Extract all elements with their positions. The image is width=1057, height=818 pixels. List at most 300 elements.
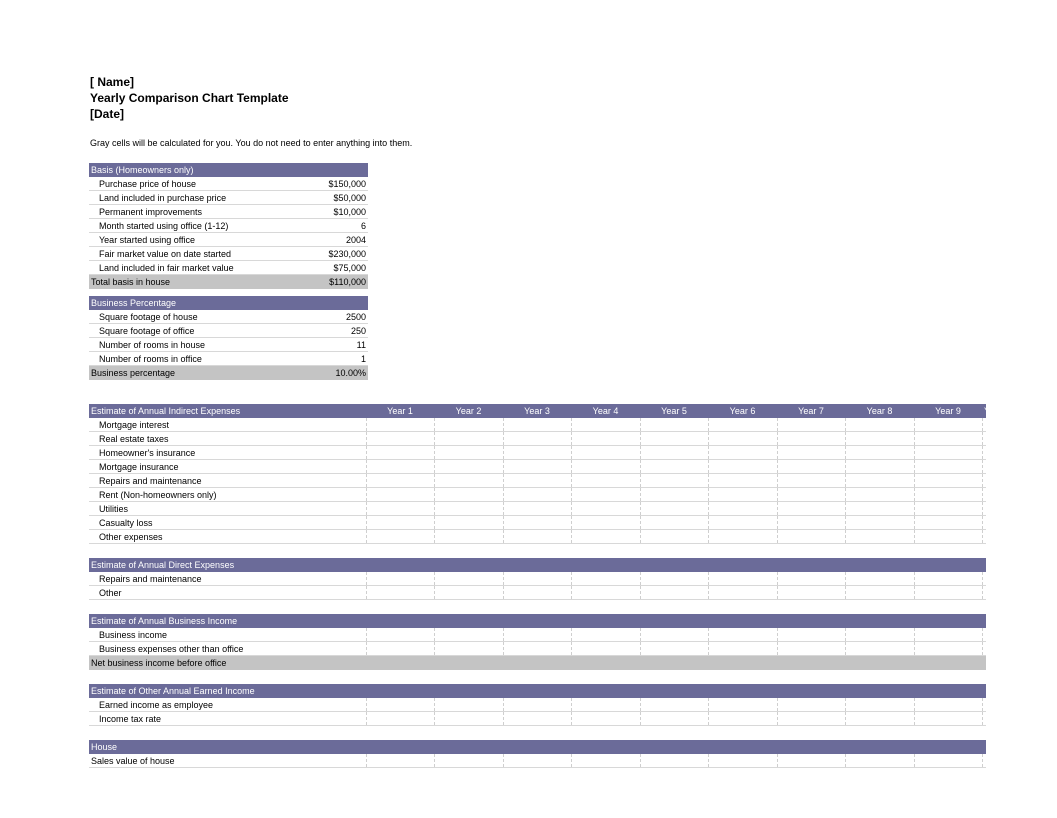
input-cell[interactable] <box>982 516 986 530</box>
table-row <box>89 586 986 600</box>
input-cell[interactable] <box>982 488 986 502</box>
year-header <box>571 684 640 698</box>
input-cell[interactable] <box>777 530 845 544</box>
input-cell[interactable] <box>571 698 640 712</box>
row-label: Land included in purchase price <box>89 191 304 205</box>
table-row <box>89 460 986 474</box>
input-cell[interactable] <box>914 460 982 474</box>
input-cell[interactable] <box>914 432 982 446</box>
input-cell[interactable] <box>777 586 845 600</box>
spacer-row <box>89 600 986 615</box>
earned-income-heading-row <box>89 684 986 698</box>
input-cell[interactable] <box>640 446 708 460</box>
year-header <box>777 614 845 628</box>
row-label: Earned income as employee <box>89 698 366 712</box>
input-cell[interactable] <box>503 712 571 726</box>
input-cell[interactable] <box>503 474 571 488</box>
row-label: Casualty loss <box>89 516 366 530</box>
input-cell[interactable] <box>845 572 914 586</box>
year-header <box>708 614 777 628</box>
input-cell[interactable] <box>708 432 777 446</box>
spacer-row <box>89 670 986 685</box>
basis-row <box>89 233 368 247</box>
input-cell[interactable] <box>503 586 571 600</box>
input-cell[interactable]: 6 <box>304 219 368 233</box>
year-header <box>434 558 503 572</box>
year-header <box>434 614 503 628</box>
header-date: [Date] <box>90 107 125 121</box>
input-cell[interactable] <box>366 418 434 432</box>
input-cell[interactable] <box>982 432 986 446</box>
input-cell[interactable] <box>982 474 986 488</box>
spacer-row <box>89 726 986 741</box>
input-cell[interactable] <box>640 572 708 586</box>
input-cell[interactable] <box>434 754 503 768</box>
input-cell[interactable] <box>914 488 982 502</box>
input-cell[interactable]: $10,000 <box>304 205 368 219</box>
input-cell[interactable] <box>914 418 982 432</box>
input-cell[interactable] <box>914 530 982 544</box>
year-header <box>366 614 434 628</box>
input-cell[interactable] <box>503 502 571 516</box>
input-cell[interactable] <box>708 516 777 530</box>
input-cell[interactable] <box>503 530 571 544</box>
row-label: Repairs and maintenance <box>89 572 366 586</box>
input-cell[interactable] <box>777 516 845 530</box>
input-cell[interactable] <box>914 628 982 642</box>
input-cell[interactable]: 250 <box>304 324 368 338</box>
input-cell[interactable] <box>777 712 845 726</box>
row-label: Repairs and maintenance <box>89 474 366 488</box>
input-cell[interactable] <box>845 488 914 502</box>
input-cell[interactable] <box>982 460 986 474</box>
input-cell[interactable] <box>434 446 503 460</box>
input-cell[interactable] <box>503 642 571 656</box>
calculated-cell <box>434 656 503 670</box>
input-cell[interactable] <box>914 642 982 656</box>
input-cell[interactable] <box>366 432 434 446</box>
table-row <box>89 698 986 712</box>
input-cell[interactable] <box>845 754 914 768</box>
year-header <box>571 740 640 754</box>
input-cell[interactable] <box>708 642 777 656</box>
input-cell[interactable] <box>777 502 845 516</box>
input-cell[interactable] <box>571 446 640 460</box>
year-header <box>366 740 434 754</box>
input-cell[interactable] <box>571 432 640 446</box>
input-cell[interactable] <box>640 502 708 516</box>
row-label: Homeowner's insurance <box>89 446 366 460</box>
input-cell[interactable]: 2500 <box>304 310 368 324</box>
input-cell[interactable] <box>434 572 503 586</box>
input-cell[interactable] <box>708 530 777 544</box>
input-cell[interactable] <box>982 642 986 656</box>
input-cell[interactable] <box>571 712 640 726</box>
calculated-cell <box>777 656 845 670</box>
basis-table <box>89 163 368 289</box>
input-cell[interactable] <box>571 488 640 502</box>
table-row <box>89 628 986 642</box>
input-cell[interactable] <box>640 642 708 656</box>
percentage-row <box>89 352 368 366</box>
total-label: Net business income before office <box>89 656 366 670</box>
input-cell[interactable] <box>845 586 914 600</box>
input-cell[interactable] <box>571 474 640 488</box>
input-cell[interactable] <box>777 628 845 642</box>
input-cell[interactable] <box>503 516 571 530</box>
input-cell[interactable] <box>845 516 914 530</box>
input-cell[interactable] <box>571 642 640 656</box>
input-cell[interactable] <box>914 698 982 712</box>
input-cell[interactable] <box>366 642 434 656</box>
input-cell[interactable] <box>777 754 845 768</box>
input-cell[interactable] <box>571 586 640 600</box>
row-label: Real estate taxes <box>89 432 366 446</box>
input-cell[interactable] <box>708 754 777 768</box>
business-percentage-heading: Business Percentage <box>89 296 368 310</box>
input-cell[interactable] <box>503 628 571 642</box>
table-row <box>89 642 986 656</box>
table-row <box>89 474 986 488</box>
input-cell[interactable] <box>982 754 986 768</box>
row-label: Other expenses <box>89 530 366 544</box>
row-label: Other <box>89 586 366 600</box>
input-cell[interactable] <box>366 754 434 768</box>
year-header <box>982 558 986 572</box>
input-cell[interactable] <box>366 530 434 544</box>
row-label: Mortgage insurance <box>89 460 366 474</box>
table-row <box>89 432 986 446</box>
input-cell[interactable] <box>366 586 434 600</box>
input-cell[interactable] <box>845 446 914 460</box>
calculated-cell <box>982 656 986 670</box>
indirect-heading-row <box>89 404 986 418</box>
table-row <box>89 418 986 432</box>
input-cell[interactable] <box>982 418 986 432</box>
input-cell[interactable] <box>434 460 503 474</box>
input-cell[interactable] <box>434 628 503 642</box>
year-header <box>914 740 982 754</box>
row-label: Permanent improvements <box>89 205 304 219</box>
input-cell[interactable] <box>777 488 845 502</box>
input-cell[interactable] <box>777 432 845 446</box>
year-header: Year 6 <box>708 404 777 418</box>
input-cell[interactable] <box>640 628 708 642</box>
basis-row <box>89 261 368 275</box>
input-cell[interactable] <box>571 628 640 642</box>
calculated-cell <box>503 656 571 670</box>
row-label: Income tax rate <box>89 712 366 726</box>
input-cell[interactable] <box>914 474 982 488</box>
input-cell[interactable] <box>982 586 986 600</box>
row-label: Utilities <box>89 502 366 516</box>
year-header: Year 5 <box>640 404 708 418</box>
year-header <box>366 684 434 698</box>
row-label: Rent (Non-homeowners only) <box>89 488 366 502</box>
business-income-heading-row <box>89 614 986 628</box>
input-cell[interactable] <box>914 586 982 600</box>
year-header <box>503 740 571 754</box>
input-cell[interactable] <box>845 712 914 726</box>
year-header: Year 2 <box>434 404 503 418</box>
input-cell[interactable] <box>434 698 503 712</box>
input-cell[interactable] <box>708 628 777 642</box>
percentage-row <box>89 338 368 352</box>
table-row <box>89 502 986 516</box>
calculated-cell <box>571 656 640 670</box>
input-cell[interactable] <box>434 586 503 600</box>
input-cell[interactable] <box>503 460 571 474</box>
input-cell[interactable] <box>777 642 845 656</box>
input-cell[interactable] <box>503 698 571 712</box>
row-label: Purchase price of house <box>89 177 304 191</box>
input-cell[interactable] <box>571 516 640 530</box>
calculated-cell <box>845 656 914 670</box>
input-cell[interactable] <box>503 572 571 586</box>
total-label: Total basis in house <box>89 275 304 289</box>
input-cell[interactable] <box>640 460 708 474</box>
calculated-cell: 10.00% <box>304 366 368 380</box>
year-header: Year 1 <box>366 404 434 418</box>
yearly-comparison-table <box>89 404 1015 768</box>
input-cell[interactable] <box>777 446 845 460</box>
input-cell[interactable] <box>434 432 503 446</box>
input-cell[interactable] <box>708 418 777 432</box>
input-cell[interactable] <box>366 516 434 530</box>
input-cell[interactable] <box>845 418 914 432</box>
row-label: Number of rooms in office <box>89 352 304 366</box>
input-cell[interactable] <box>503 754 571 768</box>
calculated-cell <box>708 656 777 670</box>
input-cell[interactable] <box>982 502 986 516</box>
input-cell[interactable] <box>914 446 982 460</box>
year-header <box>982 684 986 698</box>
input-cell[interactable] <box>914 572 982 586</box>
input-cell[interactable]: $230,000 <box>304 247 368 261</box>
input-cell[interactable] <box>708 474 777 488</box>
input-cell[interactable] <box>777 474 845 488</box>
input-cell[interactable] <box>777 698 845 712</box>
input-cell[interactable] <box>708 446 777 460</box>
calculated-cell <box>914 656 982 670</box>
year-header <box>708 684 777 698</box>
year-header: Year 7 <box>777 404 845 418</box>
input-cell[interactable] <box>845 530 914 544</box>
input-cell[interactable] <box>708 586 777 600</box>
year-header: Year 4 <box>571 404 640 418</box>
calculated-cell: $110,000 <box>304 275 368 289</box>
input-cell[interactable] <box>571 460 640 474</box>
input-cell[interactable] <box>777 418 845 432</box>
year-header <box>845 740 914 754</box>
year-header <box>366 558 434 572</box>
year-header <box>640 740 708 754</box>
input-cell[interactable] <box>434 642 503 656</box>
input-cell[interactable] <box>503 488 571 502</box>
input-cell[interactable] <box>845 432 914 446</box>
year-header <box>777 558 845 572</box>
year-header <box>845 684 914 698</box>
year-header: Year 10 <box>984 405 1015 416</box>
input-cell[interactable]: 2004 <box>304 233 368 247</box>
basis-row <box>89 219 368 233</box>
input-cell[interactable] <box>914 712 982 726</box>
input-cell[interactable] <box>503 418 571 432</box>
section-heading: Estimate of Annual Business Income <box>89 614 366 628</box>
year-header <box>914 684 982 698</box>
row-label: Sales value of house <box>89 754 366 768</box>
input-cell[interactable]: $150,000 <box>304 177 368 191</box>
year-header <box>845 614 914 628</box>
input-cell[interactable] <box>434 712 503 726</box>
input-cell[interactable] <box>366 712 434 726</box>
year-header <box>982 614 986 628</box>
basis-heading: Basis (Homeowners only) <box>89 163 368 177</box>
input-cell[interactable] <box>503 432 571 446</box>
input-cell[interactable] <box>982 446 986 460</box>
row-label: Mortgage interest <box>89 418 366 432</box>
section-heading: Estimate of Annual Indirect Expenses <box>89 404 366 418</box>
input-cell[interactable] <box>982 698 986 712</box>
input-cell[interactable] <box>914 754 982 768</box>
year-header <box>434 684 503 698</box>
year-header <box>640 684 708 698</box>
input-cell[interactable] <box>708 572 777 586</box>
input-cell[interactable] <box>366 628 434 642</box>
input-cell[interactable] <box>571 572 640 586</box>
input-cell[interactable] <box>640 712 708 726</box>
input-cell[interactable] <box>777 460 845 474</box>
table-row <box>89 572 986 586</box>
instruction-note: Gray cells will be calculated for you. You do not need to enter anything into them. <box>90 138 413 148</box>
input-cell[interactable] <box>845 628 914 642</box>
basis-row <box>89 247 368 261</box>
input-cell[interactable] <box>434 502 503 516</box>
input-cell[interactable] <box>366 460 434 474</box>
input-cell[interactable] <box>366 698 434 712</box>
input-cell[interactable] <box>982 572 986 586</box>
spacer-row <box>89 544 986 559</box>
calculated-cell <box>640 656 708 670</box>
input-cell[interactable]: 11 <box>304 338 368 352</box>
row-label: Square footage of house <box>89 310 304 324</box>
input-cell[interactable] <box>366 446 434 460</box>
year-header <box>777 684 845 698</box>
year-header: Year 8 <box>845 404 914 418</box>
input-cell[interactable] <box>434 474 503 488</box>
input-cell[interactable] <box>366 502 434 516</box>
basis-row <box>89 191 368 205</box>
input-cell[interactable] <box>708 698 777 712</box>
input-cell[interactable] <box>982 628 986 642</box>
input-cell[interactable] <box>366 474 434 488</box>
input-cell[interactable] <box>845 474 914 488</box>
input-cell[interactable] <box>708 502 777 516</box>
year-header <box>503 684 571 698</box>
input-cell[interactable] <box>708 712 777 726</box>
input-cell[interactable] <box>914 516 982 530</box>
year-header <box>845 558 914 572</box>
input-cell[interactable] <box>982 530 986 544</box>
input-cell[interactable] <box>571 754 640 768</box>
section-heading: Estimate of Other Annual Earned Income <box>89 684 366 698</box>
year-header <box>777 740 845 754</box>
input-cell[interactable] <box>434 488 503 502</box>
table-row <box>89 516 986 530</box>
business-percentage-table <box>89 296 368 380</box>
row-label: Month started using office (1-12) <box>89 219 304 233</box>
year-header <box>503 558 571 572</box>
input-cell[interactable] <box>571 418 640 432</box>
input-cell[interactable] <box>640 586 708 600</box>
input-cell[interactable]: $75,000 <box>304 261 368 275</box>
input-cell[interactable]: $50,000 <box>304 191 368 205</box>
table-row <box>89 530 986 544</box>
input-cell[interactable] <box>845 460 914 474</box>
section-heading: Estimate of Annual Direct Expenses <box>89 558 366 572</box>
table-row <box>89 488 986 502</box>
input-cell[interactable] <box>434 418 503 432</box>
table-row <box>89 712 986 726</box>
percentage-row <box>89 310 368 324</box>
year-header: Year 9 <box>914 404 982 418</box>
input-cell[interactable] <box>571 502 640 516</box>
row-label: Square footage of office <box>89 324 304 338</box>
input-cell[interactable] <box>640 698 708 712</box>
table-row <box>89 446 986 460</box>
row-label: Year started using office <box>89 233 304 247</box>
input-cell[interactable] <box>708 488 777 502</box>
input-cell[interactable] <box>366 488 434 502</box>
percentage-total-row <box>89 366 368 380</box>
basis-row <box>89 205 368 219</box>
input-cell[interactable] <box>640 754 708 768</box>
page-title: Yearly Comparison Chart Template <box>90 91 289 105</box>
input-cell[interactable] <box>640 432 708 446</box>
year-header <box>708 558 777 572</box>
input-cell[interactable] <box>571 530 640 544</box>
year-header <box>571 558 640 572</box>
input-cell[interactable] <box>640 516 708 530</box>
input-cell[interactable] <box>640 418 708 432</box>
year-header <box>571 614 640 628</box>
input-cell[interactable]: 1 <box>304 352 368 366</box>
year-header <box>640 614 708 628</box>
input-cell[interactable] <box>845 698 914 712</box>
table-row <box>89 754 986 768</box>
input-cell[interactable] <box>914 502 982 516</box>
basis-total-row <box>89 275 368 289</box>
header-name: [ Name] <box>90 75 135 89</box>
input-cell[interactable] <box>845 642 914 656</box>
input-cell[interactable] <box>366 572 434 586</box>
input-cell[interactable] <box>503 446 571 460</box>
year-header <box>914 614 982 628</box>
year-header <box>982 740 986 754</box>
row-label: Business income <box>89 628 366 642</box>
input-cell[interactable] <box>777 572 845 586</box>
total-row <box>89 656 986 670</box>
input-cell[interactable] <box>434 530 503 544</box>
input-cell[interactable] <box>708 460 777 474</box>
input-cell[interactable] <box>640 488 708 502</box>
input-cell[interactable] <box>640 474 708 488</box>
row-label: Business expenses other than office <box>89 642 366 656</box>
input-cell[interactable] <box>640 530 708 544</box>
input-cell[interactable] <box>845 502 914 516</box>
input-cell[interactable] <box>434 516 503 530</box>
input-cell[interactable] <box>982 712 986 726</box>
